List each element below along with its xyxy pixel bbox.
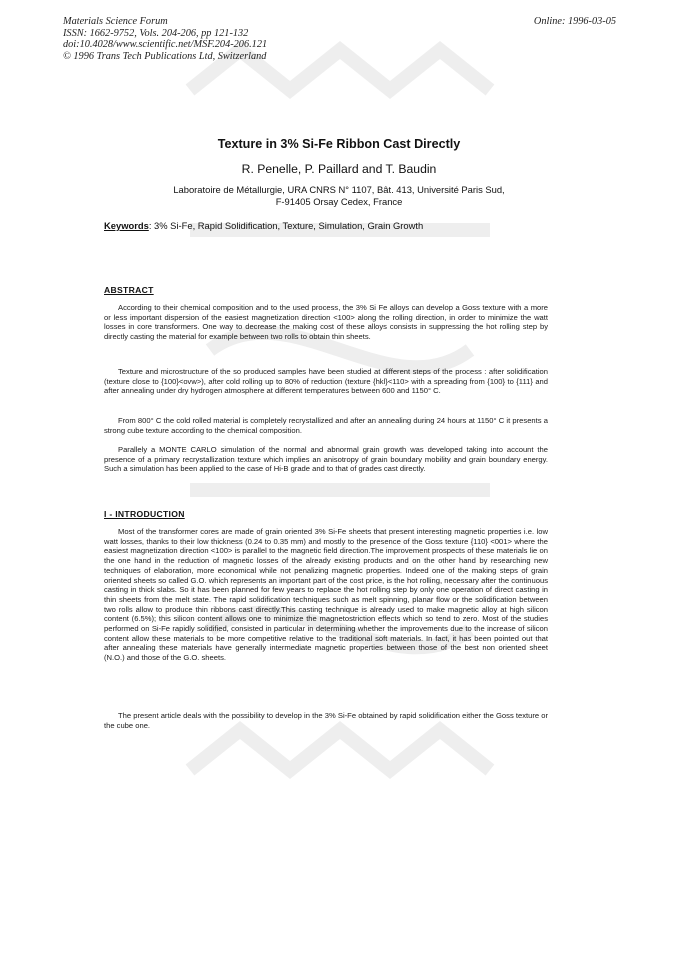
abstract-paragraph-3: From 800° C the cold rolled material is completely recrystallized and after an annealing during 24 hours at 1150° C it presents a strong cube texture according to the chemical composition. bbox=[104, 416, 548, 435]
introduction-heading: I - INTRODUCTION bbox=[104, 509, 185, 519]
keywords-label: Keywords bbox=[104, 220, 149, 231]
copyright-line: © 1996 Trans Tech Publications Ltd, Switzerland bbox=[63, 50, 267, 62]
introduction-paragraph-2: The present article deals with the possibility to develop in the 3% Si-Fe obtained by rapid solidification either the Goss texture or the cube one. bbox=[104, 711, 548, 730]
abstract-paragraph-2: Texture and microstructure of the so produced samples have been studied at different steps of the process : after solidification (texture close to {100}<ovw>), after cold rolling up to 80% of reduction (texture {hkl}<110> with a spreading from {100} to {111} and after annealing under dry hydrogen atmosphere at different temperatures between 600 and 1150° C. bbox=[104, 367, 548, 396]
introduction-paragraph-1: Most of the transformer cores are made of grain oriented 3% Si-Fe sheets that present interesting magnetic properties i.e. low watt losses, thanks to their low thickness (0.24 to 0.35 mm) and mostly to the presence of the Goss texture {110} <001> where the easiest magnetization direction <100> is parallel to the magnetic field direction.The improvement prospects of these materials lie on the one hand in the reduction of magnetic losses of the already existing products and on the other hand by researching new techniques of elaboration, more economical while not penalizing magnetic properties. Indeed one of the making steps of grain oriented sheets so called G.O. which represents an important part of the cost price, is the hot rolling, necessary after the continuous casting in thick slabs. So it has been planned for few years to replace the hot rolling step by only one operation of direct casting in thin sheets from the melt state. The rapid solidification techniques such as melt spinning, planar flow or the solidification between two rolls allow to produce thin ribbons cast directly.This casting technique is already used to make magnetic alloy at high silicon content (6.5%); this silicon content allows one to minimize the magnetostriction effects which so tend to zero. Most of the studies performed on Si-Fe rapidly solidified, consisted in particular in determining whether the improvements due to the increase of silicon content allow these materials to be more competitive relative to the traditional soft materials. In fact, it has been pointed out that after annealing these materials have generally intermediate magnetic properties between those of the best non oriented sheet (N.O.) and those of the G.O. sheets. bbox=[104, 527, 548, 663]
paper-title: Texture in 3% Si-Fe Ribbon Cast Directly bbox=[217, 137, 461, 151]
affiliation bbox=[0, 184, 678, 209]
affiliation-line-1: Laboratoire de Métallurgie, URA CNRS N° 1107, Bât. 413, Université Paris Sud, bbox=[173, 184, 505, 195]
abstract-paragraph-4: Parallely a MONTE CARLO simulation of the normal and abnormal grain growth was developed taking into account the presence of a primary recrystallization texture which implies an anisotropy of grain boundary mobility and grain boundary energy. Such a simulation has been applied to the case of Hi-B grade and to that of grades cast directly. bbox=[104, 445, 548, 474]
online-date: Online: 1996-03-05 bbox=[533, 16, 616, 27]
abstract-heading: ABSTRACT bbox=[104, 285, 154, 295]
publication-info bbox=[63, 16, 267, 62]
affiliation-line-2: F-91405 Orsay Cedex, France bbox=[275, 196, 403, 208]
doi-link[interactable]: doi:10.4028/www.scientific.net/MSF.204-206.121 bbox=[63, 39, 268, 51]
journal-name: Materials Science Forum bbox=[63, 16, 168, 27]
keywords-text: : 3% Si-Fe, Rapid Solidification, Texture, Simulation, Grain Growth bbox=[148, 220, 424, 231]
issn-line: ISSN: 1662-9752, Vols. 204-206, pp 121-132 bbox=[63, 27, 249, 39]
keywords bbox=[104, 220, 423, 231]
paper-authors: R. Penelle, P. Paillard and T. Baudin bbox=[241, 162, 437, 176]
abstract-paragraph-1: According to their chemical composition and to the used process, the 3% Si Fe alloys can develop a Goss texture with a more or less important dispersion of the easiest magnetization direction <100> along the rolling direction, in order to minimize the watt losses in core transformers. One way to decrease the making cost of these alloys consists in suppressing the hot rolling step by directly casting the material for example between two rolls to obtain thin sheets. bbox=[104, 303, 548, 342]
